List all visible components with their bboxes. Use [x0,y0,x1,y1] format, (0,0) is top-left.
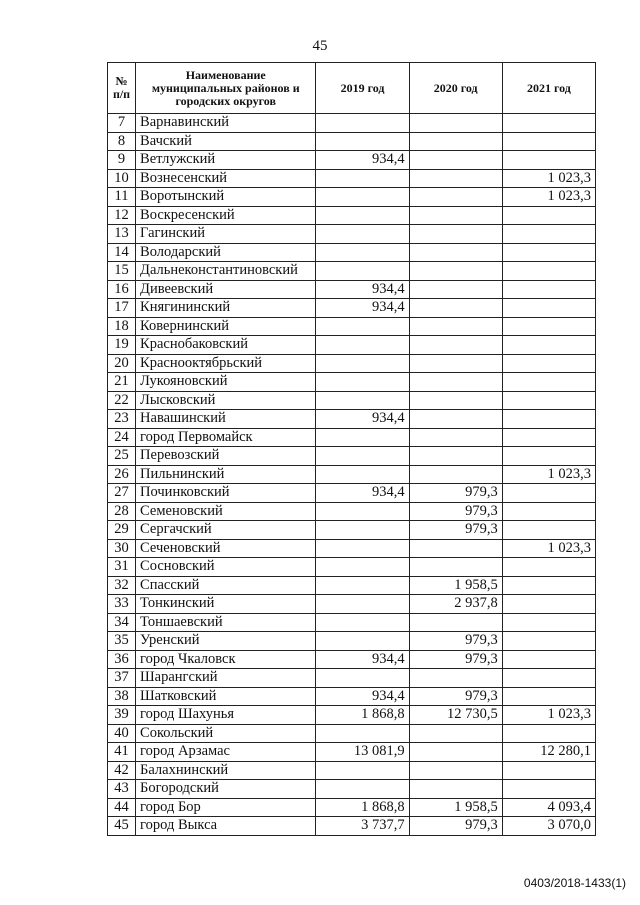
row-value-2020 [409,428,502,447]
row-value-2020 [409,724,502,743]
table-row [108,447,596,466]
row-district-name: Уренский [136,632,316,651]
row-number: 40 [108,724,136,743]
table-row [108,706,596,725]
row-value-2019 [316,391,409,410]
row-value-2020: 979,3 [409,521,502,540]
row-number: 42 [108,761,136,780]
table-row [108,151,596,170]
document-code: 0403/2018-1433(1) [523,876,626,890]
row-number: 45 [108,817,136,836]
row-value-2020 [409,132,502,151]
row-district-name: Спасский [136,576,316,595]
row-value-2021 [502,669,595,688]
row-value-2019: 1 868,8 [316,706,409,725]
row-value-2020: 1 958,5 [409,798,502,817]
row-number: 8 [108,132,136,151]
row-value-2021 [502,502,595,521]
row-value-2021 [502,336,595,355]
row-value-2021 [502,687,595,706]
row-number: 19 [108,336,136,355]
row-value-2021 [502,761,595,780]
row-value-2020: 2 937,8 [409,595,502,614]
row-district-name: Лысковский [136,391,316,410]
row-district-name: Володарский [136,243,316,262]
row-value-2020 [409,391,502,410]
row-value-2021 [502,151,595,170]
row-district-name: Воскресенский [136,206,316,225]
row-value-2019 [316,595,409,614]
header-num: № п/п [108,63,136,114]
row-value-2021 [502,114,595,133]
row-value-2019 [316,780,409,799]
row-number: 35 [108,632,136,651]
row-district-name: город Шахунья [136,706,316,725]
row-value-2021: 1 023,3 [502,169,595,188]
table-row [108,262,596,281]
table-row [108,299,596,318]
row-value-2021: 1 023,3 [502,188,595,207]
row-value-2019 [316,502,409,521]
row-value-2021: 1 023,3 [502,465,595,484]
row-number: 38 [108,687,136,706]
row-district-name: Семеновский [136,502,316,521]
row-value-2021 [502,354,595,373]
row-number: 43 [108,780,136,799]
row-value-2019 [316,206,409,225]
row-value-2019 [316,447,409,466]
row-value-2019: 934,4 [316,151,409,170]
row-district-name: Тоншаевский [136,613,316,632]
row-value-2019: 13 081,9 [316,743,409,762]
row-value-2019 [316,354,409,373]
row-number: 26 [108,465,136,484]
row-district-name: Княгининский [136,299,316,318]
row-district-name: город Чкаловск [136,650,316,669]
row-value-2020 [409,669,502,688]
row-value-2021 [502,650,595,669]
row-value-2021 [502,132,595,151]
row-value-2021 [502,484,595,503]
table-row [108,761,596,780]
row-value-2021 [502,280,595,299]
table-row [108,391,596,410]
row-value-2020 [409,114,502,133]
row-value-2021: 1 023,3 [502,539,595,558]
row-number: 28 [108,502,136,521]
row-value-2020 [409,262,502,281]
row-value-2020: 979,3 [409,817,502,836]
table-row [108,558,596,577]
row-number: 30 [108,539,136,558]
row-value-2021 [502,447,595,466]
row-value-2019 [316,188,409,207]
row-value-2020 [409,613,502,632]
table-row [108,206,596,225]
row-district-name: Дальнеконстантиновский [136,262,316,281]
row-district-name: Балахнинский [136,761,316,780]
row-value-2019 [316,669,409,688]
table-row [108,484,596,503]
row-value-2019: 934,4 [316,299,409,318]
row-value-2019 [316,632,409,651]
row-number: 31 [108,558,136,577]
row-value-2019: 934,4 [316,650,409,669]
table-row [108,817,596,836]
table-row [108,724,596,743]
row-value-2019 [316,132,409,151]
row-value-2020 [409,280,502,299]
row-value-2020 [409,188,502,207]
table-row [108,280,596,299]
row-number: 36 [108,650,136,669]
row-value-2019: 934,4 [316,280,409,299]
table-row [108,354,596,373]
row-value-2019 [316,317,409,336]
funding-table [107,62,596,836]
row-number: 11 [108,188,136,207]
row-value-2019 [316,558,409,577]
row-number: 29 [108,521,136,540]
table-row [108,576,596,595]
row-value-2021 [502,243,595,262]
row-value-2020 [409,780,502,799]
row-value-2020: 12 730,5 [409,706,502,725]
row-number: 33 [108,595,136,614]
row-number: 34 [108,613,136,632]
row-value-2019 [316,539,409,558]
row-number: 24 [108,428,136,447]
row-value-2021 [502,410,595,429]
row-district-name: Навашинский [136,410,316,429]
row-number: 18 [108,317,136,336]
row-district-name: Тонкинский [136,595,316,614]
row-number: 16 [108,280,136,299]
row-value-2020: 979,3 [409,484,502,503]
row-value-2020 [409,317,502,336]
row-value-2021 [502,632,595,651]
row-value-2020 [409,243,502,262]
row-value-2021 [502,780,595,799]
row-value-2019 [316,521,409,540]
row-value-2020 [409,336,502,355]
row-district-name: город Бор [136,798,316,817]
row-value-2021 [502,225,595,244]
table-row [108,539,596,558]
row-value-2020 [409,447,502,466]
row-district-name: Шатковский [136,687,316,706]
row-value-2019 [316,428,409,447]
row-value-2020: 979,3 [409,650,502,669]
row-value-2020: 979,3 [409,632,502,651]
row-value-2019 [316,169,409,188]
row-value-2019 [316,225,409,244]
row-district-name: Ковернинский [136,317,316,336]
row-value-2021 [502,373,595,392]
row-value-2020 [409,225,502,244]
header-2019: 2019 год [316,63,409,114]
table-row [108,336,596,355]
table-row [108,132,596,151]
row-district-name: Сеченовский [136,539,316,558]
table-row [108,798,596,817]
row-value-2020 [409,373,502,392]
row-value-2019 [316,724,409,743]
row-district-name: город Арзамас [136,743,316,762]
row-number: 15 [108,262,136,281]
table-row [108,521,596,540]
table-row [108,225,596,244]
row-value-2020 [409,743,502,762]
row-value-2021: 3 070,0 [502,817,595,836]
row-value-2021: 4 093,4 [502,798,595,817]
row-value-2019: 1 868,8 [316,798,409,817]
row-number: 14 [108,243,136,262]
row-value-2019 [316,243,409,262]
row-value-2021 [502,613,595,632]
row-value-2020 [409,558,502,577]
row-number: 37 [108,669,136,688]
row-district-name: Сосновский [136,558,316,577]
table-row [108,317,596,336]
row-district-name: Починковский [136,484,316,503]
row-value-2021 [502,558,595,577]
row-value-2021: 1 023,3 [502,706,595,725]
row-number: 44 [108,798,136,817]
table-row [108,465,596,484]
row-value-2020 [409,761,502,780]
row-value-2021: 12 280,1 [502,743,595,762]
row-value-2020: 1 958,5 [409,576,502,595]
row-value-2020 [409,465,502,484]
row-number: 32 [108,576,136,595]
table-header-row [108,63,596,114]
row-district-name: Сергачский [136,521,316,540]
table-row [108,613,596,632]
row-value-2021 [502,317,595,336]
table-row [108,428,596,447]
row-district-name: Вачский [136,132,316,151]
row-value-2020 [409,206,502,225]
row-district-name: Варнавинский [136,114,316,133]
row-value-2021 [502,521,595,540]
table-row [108,632,596,651]
row-number: 41 [108,743,136,762]
row-district-name: Перевозский [136,447,316,466]
row-number: 23 [108,410,136,429]
row-district-name: Дивеевский [136,280,316,299]
row-district-name: Вознесенский [136,169,316,188]
header-name: Наименование муниципальных районов и городских округов [136,63,316,114]
row-value-2020 [409,354,502,373]
row-number: 9 [108,151,136,170]
table-row [108,243,596,262]
row-value-2021 [502,576,595,595]
row-district-name: Ветлужский [136,151,316,170]
row-number: 25 [108,447,136,466]
row-number: 10 [108,169,136,188]
row-district-name: Шарангский [136,669,316,688]
row-value-2021 [502,595,595,614]
table-row [108,169,596,188]
row-value-2021 [502,724,595,743]
table-row [108,743,596,762]
row-value-2019 [316,576,409,595]
table-row [108,410,596,429]
row-value-2019: 934,4 [316,484,409,503]
row-number: 20 [108,354,136,373]
row-value-2019 [316,761,409,780]
row-number: 39 [108,706,136,725]
table-body [108,114,596,836]
table-row [108,188,596,207]
row-value-2019 [316,114,409,133]
row-value-2020 [409,539,502,558]
row-value-2021 [502,428,595,447]
row-district-name: Лукояновский [136,373,316,392]
table-row [108,780,596,799]
row-district-name: Сокольский [136,724,316,743]
row-district-name: Воротынский [136,188,316,207]
row-district-name: город Выкса [136,817,316,836]
row-number: 13 [108,225,136,244]
row-value-2019 [316,465,409,484]
table-row [108,114,596,133]
row-value-2021 [502,206,595,225]
row-district-name: Краснооктябрьский [136,354,316,373]
row-value-2021 [502,391,595,410]
table-row [108,687,596,706]
row-value-2019 [316,262,409,281]
table-row [108,373,596,392]
row-value-2021 [502,262,595,281]
row-value-2019 [316,613,409,632]
row-district-name: Гагинский [136,225,316,244]
row-district-name: Пильнинский [136,465,316,484]
table-row [108,595,596,614]
header-2020: 2020 год [409,63,502,114]
row-value-2019: 934,4 [316,410,409,429]
row-district-name: город Первомайск [136,428,316,447]
row-value-2020: 979,3 [409,502,502,521]
row-value-2020 [409,410,502,429]
row-district-name: Краснобаковский [136,336,316,355]
row-number: 12 [108,206,136,225]
row-district-name: Богородский [136,780,316,799]
page-number: 45 [312,38,328,54]
row-number: 7 [108,114,136,133]
row-number: 22 [108,391,136,410]
row-value-2019 [316,336,409,355]
row-value-2019: 934,4 [316,687,409,706]
row-value-2020 [409,169,502,188]
row-value-2020 [409,151,502,170]
table-row [108,650,596,669]
header-2021: 2021 год [502,63,595,114]
row-value-2021 [502,299,595,318]
row-number: 17 [108,299,136,318]
row-number: 21 [108,373,136,392]
row-value-2020: 979,3 [409,687,502,706]
row-number: 27 [108,484,136,503]
row-value-2019 [316,373,409,392]
table-row [108,502,596,521]
row-value-2020 [409,299,502,318]
table-row [108,669,596,688]
row-value-2019: 3 737,7 [316,817,409,836]
